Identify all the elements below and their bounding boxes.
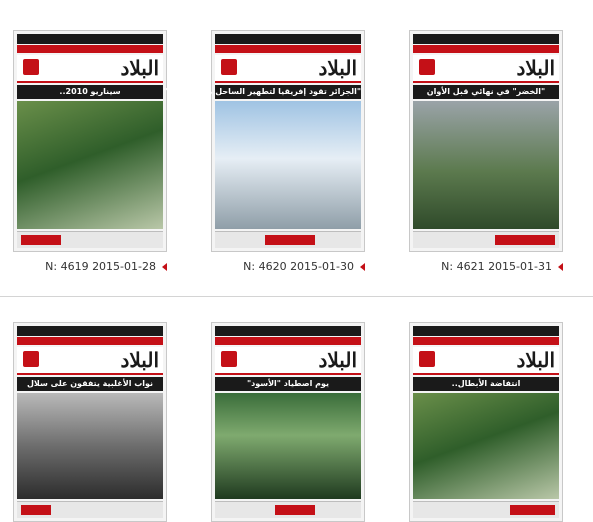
cover-photo xyxy=(17,393,163,499)
cover-photo xyxy=(215,101,361,229)
cover-redbar xyxy=(215,337,361,345)
cover-redbar xyxy=(215,45,361,53)
cover-headline: "الجزائر تقود إفريقيا لتطهير الساحل من الإرهاب" xyxy=(215,85,361,99)
logo-icon xyxy=(419,351,435,367)
logo-icon xyxy=(23,351,39,367)
arrow-left-icon xyxy=(162,263,167,271)
cover-footer xyxy=(215,231,361,248)
cover-headline: يوم اصطياد "الأسود" xyxy=(215,377,361,391)
cover-redbar xyxy=(17,337,163,345)
cover-topbar xyxy=(413,326,559,336)
issue-caption[interactable] xyxy=(409,260,563,273)
cover-redbar xyxy=(17,45,163,53)
cover-headline: انتفاضة الأبطال.. xyxy=(413,377,559,391)
cover-redbar xyxy=(413,45,559,53)
newspaper-cover[interactable] xyxy=(13,30,167,252)
masthead-title: البلاد xyxy=(318,56,357,80)
logo-icon xyxy=(221,351,237,367)
cover-photo xyxy=(413,101,559,229)
issue-number-date: N: 4621 2015-01-31 xyxy=(441,260,552,273)
cover-footer xyxy=(17,501,163,518)
cover-masthead xyxy=(17,55,163,83)
cover-photo xyxy=(413,393,559,499)
issue-caption[interactable] xyxy=(211,260,365,273)
cover-masthead xyxy=(413,55,559,83)
cover-masthead xyxy=(17,347,163,375)
cover-topbar xyxy=(17,326,163,336)
logo-icon xyxy=(221,59,237,75)
cover-footer xyxy=(413,231,559,248)
cover-photo xyxy=(215,393,361,499)
cover-footer xyxy=(413,501,559,518)
cover-masthead xyxy=(413,347,559,375)
masthead-title: البلاد xyxy=(120,348,159,372)
cover-topbar xyxy=(413,34,559,44)
cover-photo xyxy=(17,101,163,229)
masthead-title: البلاد xyxy=(120,56,159,80)
issue-number-date: N: 4620 2015-01-30 xyxy=(243,260,354,273)
arrow-left-icon xyxy=(360,263,365,271)
newspaper-cover[interactable] xyxy=(163,30,365,252)
cover-redbar xyxy=(413,337,559,345)
cover-footer xyxy=(215,501,361,518)
arrow-left-icon xyxy=(558,263,563,271)
cover-masthead xyxy=(215,347,361,375)
newspaper-cover[interactable] xyxy=(211,322,365,522)
cover-topbar xyxy=(215,34,361,44)
cover-headline: سيناريو 2010.. xyxy=(17,85,163,99)
issues-row-2 xyxy=(0,300,593,495)
cover-masthead xyxy=(215,55,361,83)
newspaper-cover[interactable] xyxy=(409,322,563,522)
row-divider xyxy=(0,296,593,297)
logo-icon xyxy=(23,59,39,75)
logo-icon xyxy=(419,59,435,75)
issue-caption[interactable] xyxy=(13,260,167,273)
newspaper-cover[interactable] xyxy=(13,322,167,522)
cover-topbar xyxy=(17,34,163,44)
cover-topbar xyxy=(215,326,361,336)
cover-headline: "الخضر" في نهائي قبل الأوان xyxy=(413,85,559,99)
newspaper-cover[interactable] xyxy=(409,30,563,252)
issue-number-date: N: 4619 2015-01-28 xyxy=(45,260,156,273)
cover-headline: نواب الأغلبية يتفقون على سلال xyxy=(17,377,163,391)
masthead-title: البلاد xyxy=(516,348,555,372)
masthead-title: البلاد xyxy=(516,56,555,80)
masthead-title: البلاد xyxy=(318,348,357,372)
cover-footer xyxy=(17,231,163,248)
